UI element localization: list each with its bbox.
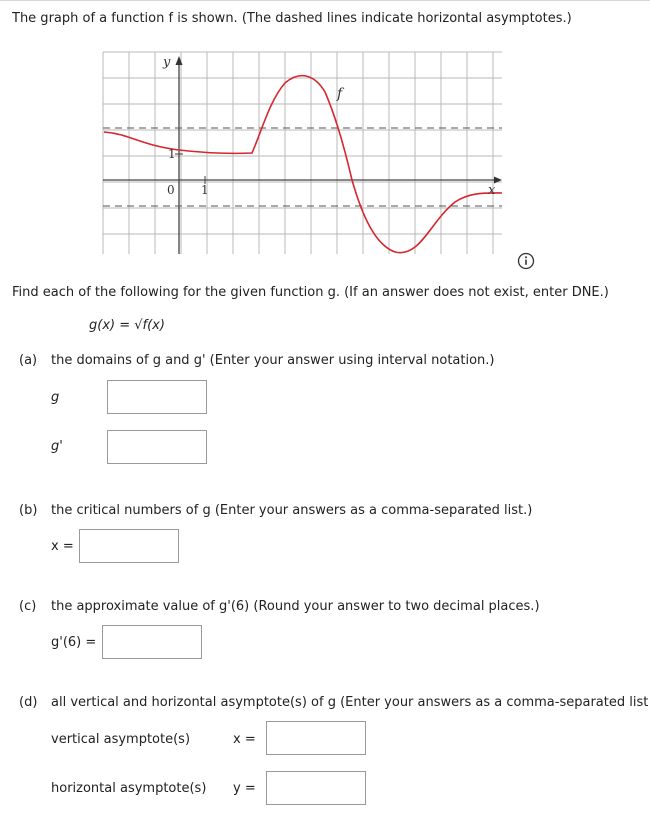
function-graph: [0, 0, 650, 280]
instructions-text: Find each of the following for the given function g. (If an answer does not exist, enter DNE.): [12, 285, 609, 300]
part-b-label: x =: [51, 539, 74, 554]
part-c-label: g'(6) =: [51, 635, 97, 650]
domain-g-input[interactable]: [107, 380, 207, 414]
horizontal-asymptote-eq: y =: [233, 781, 256, 796]
horizontal-asymptote-input[interactable]: [266, 771, 366, 805]
part-a-label-gprime: g': [51, 439, 63, 454]
part-a-text: the domains of g and g' (Enter your answer using interval notation.): [51, 353, 495, 368]
tick-label-x-1: 1: [201, 183, 209, 197]
origin-label: 0: [167, 183, 175, 197]
x-axis-label: x: [488, 183, 496, 198]
part-b-text: the critical numbers of g (Enter your answers as a comma-separated list.): [51, 503, 533, 518]
part-c-text: the approximate value of g'(6) (Round your answer to two decimal places.): [51, 599, 540, 614]
curve-label: f: [337, 86, 343, 102]
tick-label-y-1: 1: [168, 147, 176, 161]
definition-formula: g(x) = √f(x): [89, 318, 165, 333]
graph-grid: [103, 52, 502, 254]
part-a-letter: (a): [19, 353, 38, 368]
critical-numbers-input[interactable]: [79, 529, 179, 563]
part-d-text: all vertical and horizontal asymptote(s) of g (Enter your answers as a comma-separated list: [51, 695, 649, 710]
part-b-letter: (b): [19, 503, 38, 518]
domain-gprime-input[interactable]: [107, 430, 207, 464]
curve-f: [104, 76, 502, 253]
vertical-asymptote-eq: x =: [233, 732, 256, 747]
info-icon[interactable]: [517, 252, 535, 270]
part-a-label-g: g: [51, 390, 60, 405]
part-d-letter: (d): [19, 695, 38, 710]
part-c-letter: (c): [19, 599, 37, 614]
vertical-asymptote-input[interactable]: [266, 721, 366, 755]
gprime-6-input[interactable]: [102, 625, 202, 659]
y-axis-label: y: [163, 55, 171, 70]
intro-text: The graph of a function f is shown. (The dashed lines indicate horizontal asymptotes.): [12, 11, 572, 26]
horizontal-asymptote-label: horizontal asymptote(s): [51, 781, 207, 796]
vertical-asymptote-label: vertical asymptote(s): [51, 732, 191, 747]
